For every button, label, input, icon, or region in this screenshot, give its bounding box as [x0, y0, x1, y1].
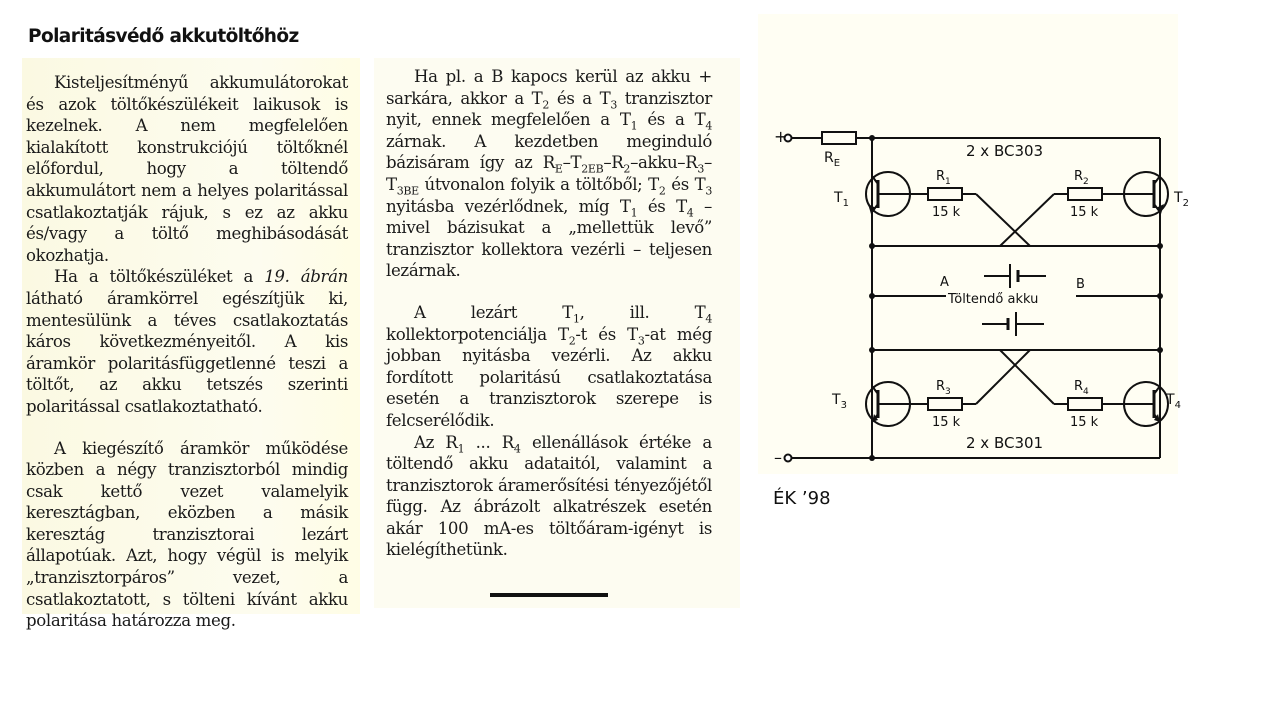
minus-terminal-label: – [774, 448, 782, 467]
battery-label: Töltendő akku [948, 292, 1039, 307]
left-column [26, 72, 348, 632]
terminal-b-label: B [1076, 277, 1085, 292]
figure-credit: ÉK ’98 [773, 488, 831, 509]
end-of-article-rule [490, 593, 608, 597]
r4-label: $R_4$ [1074, 379, 1089, 397]
left-paragraph-1: Kisteljesítményű akkumulátorokat és azok töltőkészülékeit laikusok is kezelnek. A nem megfelelően kialakított konstrukciójú töltőknél előfordul, hogy a töltendő akkumulátort nem a helyes polaritással csatlakoztatják rájuk, s ez az akku és/vagy a töltő meghibásodását okozhatja. [26, 73, 348, 265]
figure-reference: 19. ábrán [264, 267, 348, 287]
t4-label: $T_4$ [1166, 392, 1181, 411]
r1-label: $R_1$ [936, 169, 951, 187]
middle-column [386, 66, 712, 561]
left-paragraph-3: A kiegészítő áramkör működése közben a négy tranzisztorból mindig csak kettő vezet valamelyik keresztágban, eközben a másik keresztág tranzisztorai lezárt állapotúak. Azt, hogy végül is melyik „tranzisztorpáros” vezet, a csatlakoztatott, s tölteni kívánt akku polaritása határozza meg. [26, 438, 348, 631]
t1-label: $T_1$ [834, 190, 849, 209]
r2-label: $R_2$ [1074, 169, 1089, 187]
r1-value: 15 k [932, 205, 961, 220]
t2-label: $T_2$ [1174, 190, 1189, 209]
terminal-a-label: A [940, 275, 949, 290]
r3-value: 15 k [932, 415, 961, 430]
middle-paragraph-1: Ha pl. a B kapocs kerül az akku + sarkára, akkor a $T_2$ és a $T_3$ tranzisztor nyit, ennek megfelelően a $T_1$ és a $T_4$ zárnak. A kezdetben meginduló bázisáram így az $R_E-T_{2EB}-R_2-akku-R_3-T_{3BE}$ útvonalon folyik a töltőből; $T_2$ és $T_3$ nyitásba vezérlődnek, míg $T_1$ és $T_4$ – mivel bázisukat a „mellettük levő” tranzisztor kollektora vezérli – teljesen lezárnak. [386, 67, 713, 281]
circuit-schematic [760, 110, 1189, 480]
r2-value: 15 k [1070, 205, 1099, 220]
middle-paragraph-2: A lezárt $T_1$, ill. $T_4$ kollektorpotenciálja $T_2-t$ és $T_3-at$ még jobban nyitásba vezérli. Az akku fordított polaritású csatlakoztatása esetén a tranzisztorok szerepe is felcserélődik. [386, 302, 713, 430]
article-title: Polaritásvédő akkutöltőhöz [28, 26, 299, 47]
re-label: $R_E$ [824, 150, 841, 169]
middle-paragraph-3: Az $R_1$ ... $R_4$ ellenállások értéke a töltendő akku adataitól, valamint a tranzisztorok áramerősítési tényezőjétől függ. Az ábrázolt alkatrészek esetén akár 100 mA-es töltőáram-igényt is kielégíthetünk. [386, 432, 712, 560]
top-transistor-type: 2 x BC303 [966, 142, 1044, 160]
plus-terminal-label: + [774, 127, 788, 146]
bottom-transistor-type: 2 x BC301 [966, 434, 1044, 452]
r3-label: $R_3$ [936, 379, 951, 397]
r4-value: 15 k [1070, 415, 1099, 430]
left-paragraph-2: Ha a töltőkészüléket a 19. ábrán látható áramkörrel egészítjük ki, mentesülünk a téves csatlakoztatás káros következményeitől. A kis áramkör polaritásfüggetlenné teszi a töltőt, az akku tetszés szerinti polaritással csatlakoztatható. [26, 267, 348, 416]
t3-label: $T_3$ [832, 392, 847, 411]
